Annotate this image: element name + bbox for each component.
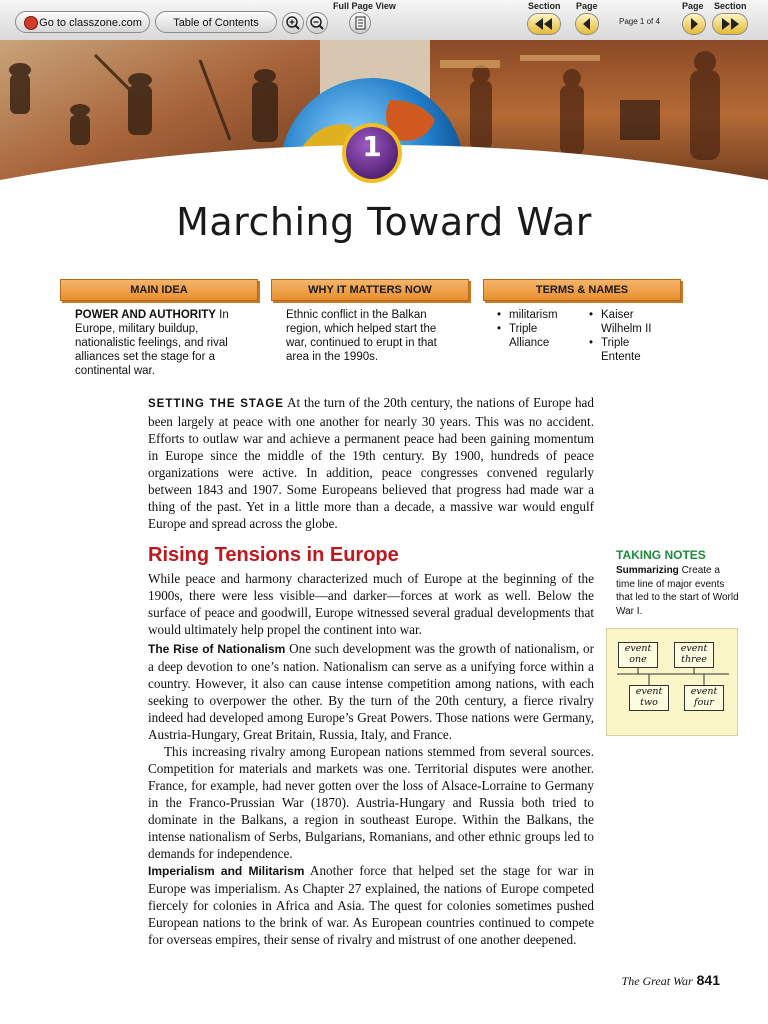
why-it-matters-header: WHY IT MATTERS NOW xyxy=(271,279,469,301)
term-item: • Triple Alliance xyxy=(497,322,577,350)
page-label-left: Page xyxy=(576,1,598,11)
table-of-contents-button[interactable] xyxy=(155,11,277,33)
timeline-note xyxy=(606,628,738,736)
previous-section-button[interactable] xyxy=(527,13,561,35)
setting-stage-text: At the turn of the 20th century, the nations of Europe had been largely at peace with one another for nearly 30 years. This was no accident. Efforts to outlaw war and achieve a permanent peace had been gaining momentum in Europe since the middle of the 19th century. By 1900, hundreds of peace organizations were active. In addition, peace congresses convened regularly between 1843 and 1907. Some Europeans believed that progress had made war a thing of the past. Yet in a little more than a decade, a massive war would engulf Europe and spread across the globe. xyxy=(148,395,594,531)
section-body xyxy=(148,570,594,948)
zoom-in-icon xyxy=(283,13,303,33)
event-box: event four xyxy=(684,685,724,711)
next-page-button[interactable] xyxy=(682,13,706,35)
event-box: event three xyxy=(674,642,714,668)
section-heading: Rising Tensions in Europe xyxy=(148,544,399,566)
imperialism-heading: Imperialism and Militarism xyxy=(148,864,305,878)
page-number: 841 xyxy=(696,972,720,988)
double-right-arrow-icon xyxy=(719,17,741,31)
why-it-matters-text: Ethnic conflict in the Balkan region, which helped start the war, continued to erupt in that area in the 1990s. xyxy=(286,309,437,363)
main-idea-lead: POWER AND AUTHORITY xyxy=(75,309,216,321)
chapter-number: 1 xyxy=(362,130,382,163)
taking-notes-heading: TAKING NOTES xyxy=(616,548,706,562)
page-view-icon xyxy=(350,13,370,33)
term-item: • Kaiser Wilhelm II xyxy=(589,308,669,336)
imperialism-text: Another force that helped set the stage for war in Europe was imperialism. As Chapter 27 explained, the nations of Europe competed fiercely for colonies in Africa and Asia. The quest for colonies sometimes pushed European nations to the brink of war. As European countries continued to compete for overseas empires, their sense of rivalry and mistrust of one another deepened. xyxy=(148,863,594,947)
section-label-right: Section xyxy=(714,1,747,11)
rivalry-text: This increasing rivalry among European nations stemmed from several sources. Competition for materials and markets was one. Territorial disputes were another. France, for example, had never gotten over the loss of Alsace-Lorraine to Germany in the Franco-Prussian War (1870). Austria-Hungary and Russia both tried to dominate in the Balkans, a region in southeast Europe. Within the Balkans, the intense nationalism of Serbs, Bulgarians, Romanians, and other ethnic groups led to demands for independence. xyxy=(148,744,594,861)
chapter-title: Marching Toward War xyxy=(176,200,592,244)
classzone-icon xyxy=(24,16,38,30)
main-idea-body: In Europe, military buildup, nationalistic feelings, and rival alliances set the stage for a continental war. xyxy=(75,309,229,377)
full-page-view-button[interactable] xyxy=(349,12,371,34)
previous-page-button[interactable] xyxy=(575,13,599,35)
full-page-label: Full Page View xyxy=(333,1,396,11)
zoom-out-icon xyxy=(307,13,327,33)
taking-notes-instructions: Create a time line of major events that led to the start of World War I. xyxy=(616,565,739,617)
right-arrow-icon xyxy=(688,17,700,31)
event-box: event two xyxy=(629,685,669,711)
next-section-button[interactable] xyxy=(712,13,748,35)
page-footer xyxy=(622,972,720,989)
event-box: event one xyxy=(618,642,658,668)
setting-the-stage xyxy=(148,394,594,532)
zoom-out-button[interactable] xyxy=(306,12,328,34)
page-counter: Page 1 of 4 xyxy=(619,17,660,26)
section-intro: While peace and harmony characterized much of Europe at the beginning of the 1900s, there were less visible—and darker—forces at work as well. Below the surface of peace and goodwill, Europe witnessed several gradual developments that would ultimately help propel the continent into war. xyxy=(148,571,594,637)
zoom-in-button[interactable] xyxy=(282,12,304,34)
page-label-right: Page xyxy=(682,1,704,11)
toc-label: Table of Contents xyxy=(173,17,259,29)
main-idea-header: MAIN IDEA xyxy=(60,279,258,301)
terms-column-1 xyxy=(497,308,577,350)
taking-notes-lead: Summarizing xyxy=(616,565,679,576)
banner-image xyxy=(0,40,768,190)
chapter-banner xyxy=(0,40,768,190)
book-title: The Great War xyxy=(621,974,693,988)
setting-stage-lead: SETTING THE STAGE xyxy=(148,398,284,410)
terms-names-header: TERMS & NAMES xyxy=(483,279,681,301)
toolbar xyxy=(0,0,768,41)
classzone-button[interactable] xyxy=(15,11,150,33)
double-left-arrow-icon xyxy=(533,17,555,31)
main-idea-text xyxy=(75,308,247,378)
section-label-left: Section xyxy=(528,1,561,11)
terms-column-2 xyxy=(589,308,669,364)
nationalism-text: One such development was the growth of nationalism, or a deep devotion to one’s nation. Nationalism can serve as a unifying force within a country. However, it also can cause intense competition among nations, with each seeking to overpower the other. By the turn of the 20th century, a fierce rivalry indeed had developed among Europe’s Great Powers. Those nations were Germany, Austria-Hungary, Great Britain, Russia, Italy, and France. xyxy=(148,641,594,742)
left-arrow-icon xyxy=(581,17,593,31)
taking-notes-text xyxy=(616,564,741,618)
term-item: • militarism xyxy=(497,308,577,322)
nationalism-heading: The Rise of Nationalism xyxy=(148,642,286,656)
term-item: • Triple Entente xyxy=(589,336,669,364)
classzone-label: Go to classzone.com xyxy=(39,17,142,29)
